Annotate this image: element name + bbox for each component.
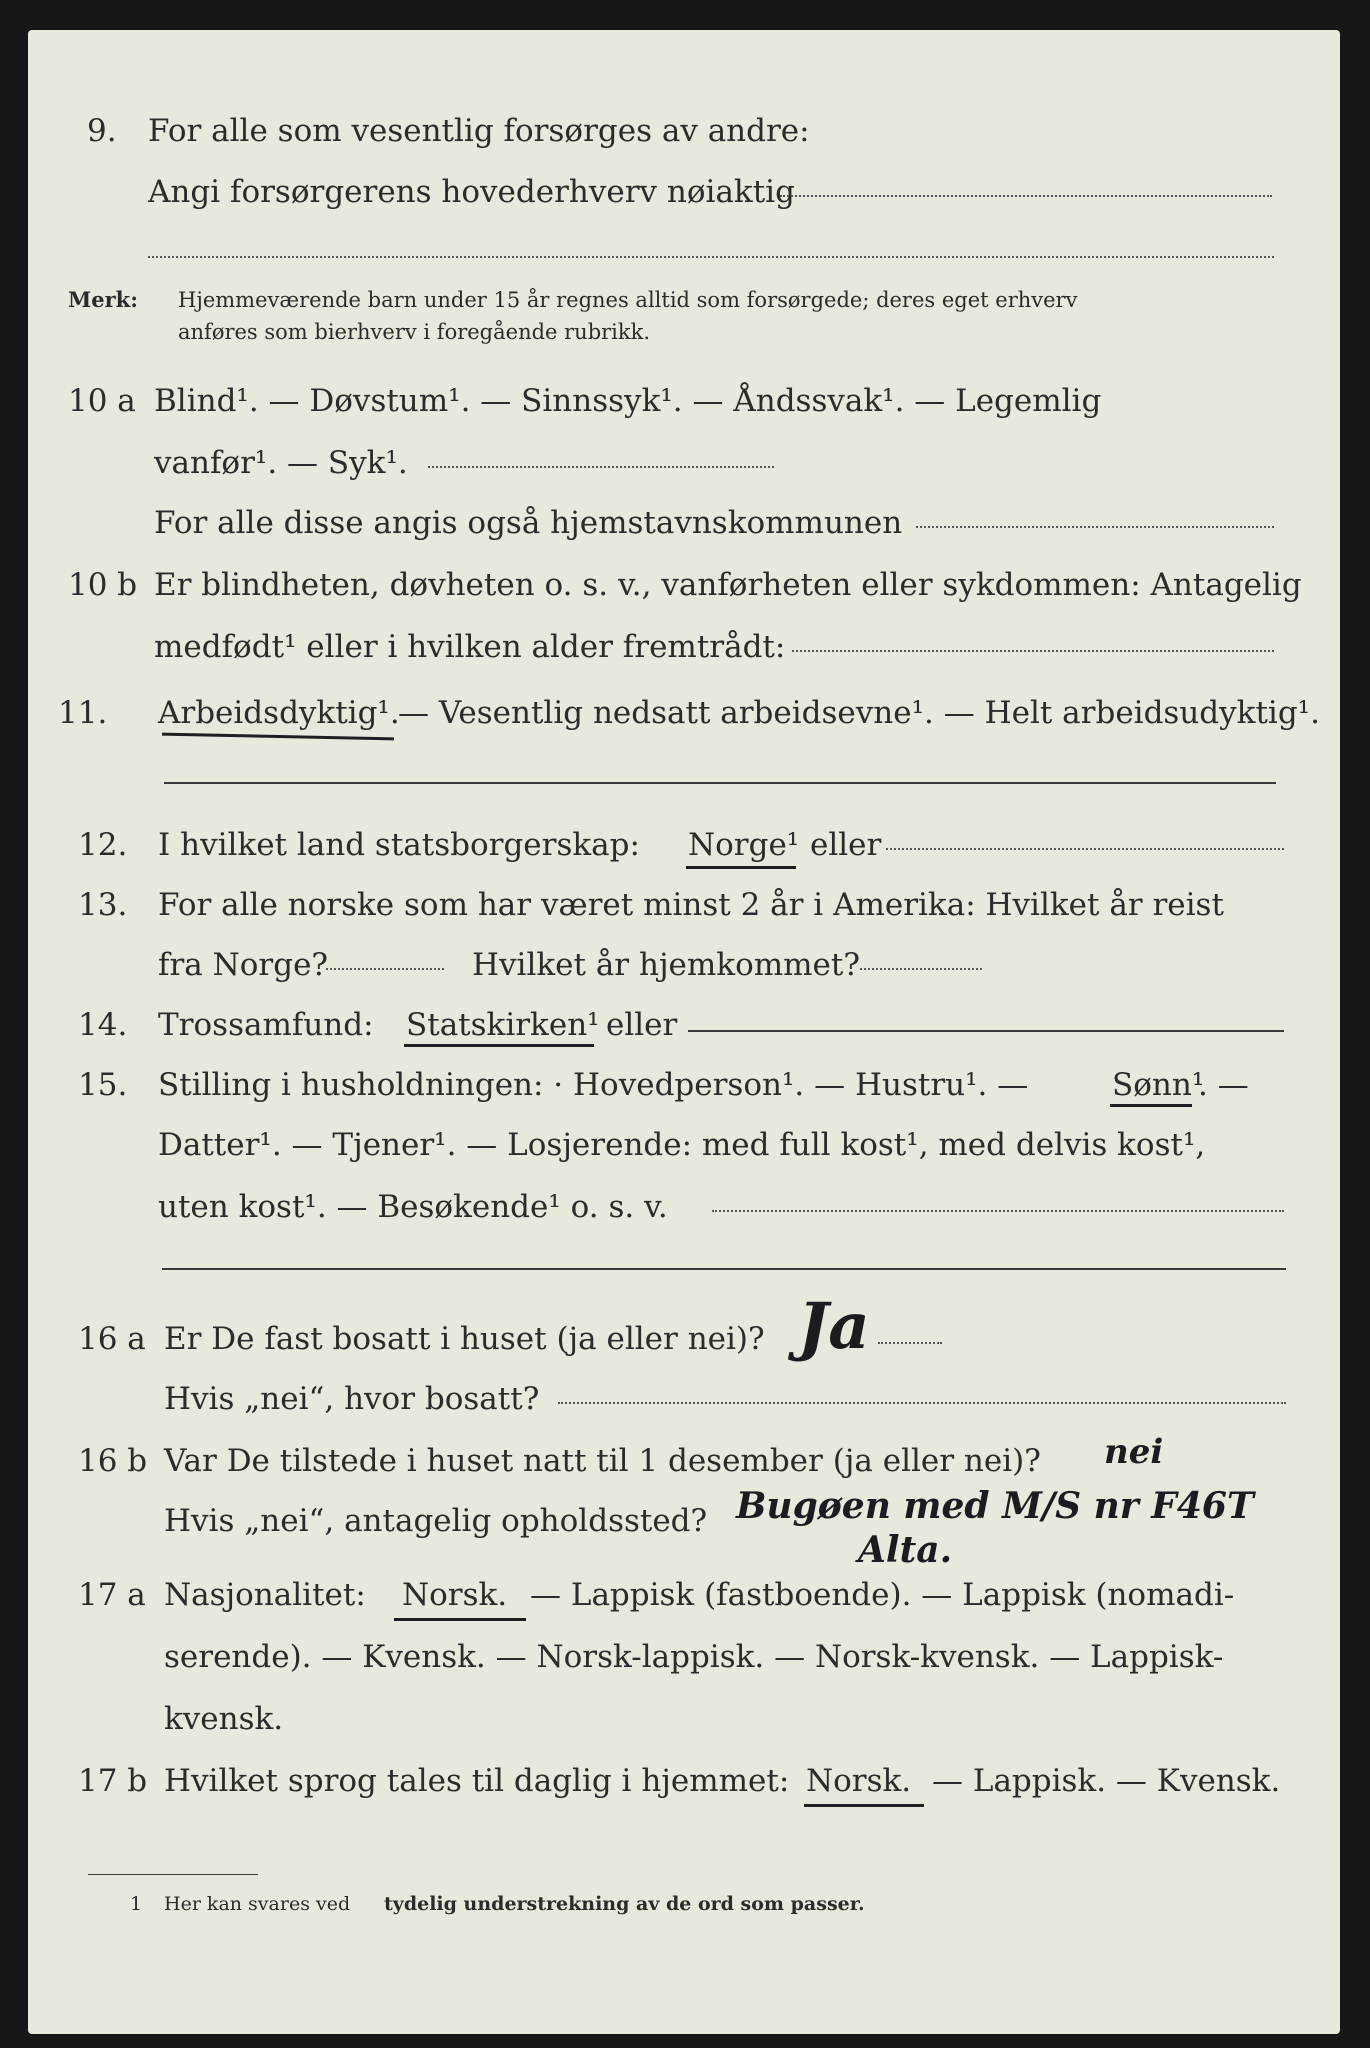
q10a-syk-answer-line: [428, 466, 774, 468]
q16a-number: 16 a: [78, 1321, 146, 1357]
footnote-text-bold: tydelig understrekning av de ord som passer.: [384, 1893, 865, 1915]
q11-number: 11.: [58, 695, 108, 731]
q15-handwritten-underline: [1110, 1104, 1192, 1107]
q9-line2: Angi forsørgerens hovederhverv nøiaktig: [148, 174, 795, 210]
q17a-number: 17 a: [78, 1577, 146, 1613]
q13-line2b: Hvilket år hjemkommet?: [472, 947, 860, 983]
q11-rest: — Vesentlig nedsatt arbeidsevne¹. — Helt arbeidsudyktig¹.: [398, 695, 1320, 731]
q11-option-arbeidsdyktig: Arbeidsdyktig¹.: [158, 695, 400, 731]
q15-line3: uten kost¹. — Besøkende¹ o. s. v.: [158, 1189, 668, 1225]
q15-answer-line-2: [162, 1268, 1286, 1270]
q12-handwritten-underline: [686, 866, 796, 869]
q15-line2: Datter¹. — Tjener¹. — Losjerende: med full kost¹, med delvis kost¹,: [158, 1127, 1206, 1163]
q16a-answer-line: [878, 1342, 942, 1344]
footnote-rule: [88, 1874, 258, 1875]
q13-hjemkommet-answer-line: [860, 968, 982, 970]
q11-handwritten-underline: [162, 733, 394, 741]
q17a-line3: kvensk.: [164, 1701, 284, 1737]
q17b-option-norsk: Norsk.: [806, 1763, 912, 1799]
q10a-line1: Blind¹. — Døvstum¹. — Sinnssyk¹. — Åndssvak¹. — Legemlig: [154, 383, 1102, 419]
q10b-line2: medfødt¹ eller i hvilken alder fremtrådt:: [154, 629, 786, 665]
q15-line1c: . —: [1198, 1067, 1249, 1103]
q13-reist-answer-line: [326, 968, 444, 970]
merk-line1: Hjemmeværende barn under 15 år regnes alltid som forsørgede; deres eget erhverv: [178, 288, 1078, 312]
q12-prefix: I hvilket land statsborgerskap:: [158, 827, 640, 863]
q9-answer-line-2: [148, 256, 1274, 258]
q16b-handwritten-opholdssted: Bugøen med M/S nr F46T: [736, 1485, 1254, 1527]
q14-number: 14.: [78, 1007, 128, 1043]
q10b-line1: Er blindheten, døvheten o. s. v., vanførheten eller sykdommen: Antagelig: [154, 567, 1302, 603]
footnote-mark: 1: [130, 1893, 143, 1915]
q13-line2a: fra Norge?: [158, 947, 329, 983]
q16b-number: 16 b: [78, 1443, 148, 1479]
q16b-handwritten-answer: nei: [1104, 1432, 1164, 1472]
q15-number: 15.: [78, 1067, 128, 1103]
q10a-hjemstavn-answer-line: [916, 526, 1274, 528]
q16b-line2: Hvis „nei“, antagelig opholdssted?: [164, 1503, 708, 1539]
q15-line1a: Stilling i husholdningen: · Hovedperson¹. — Hustru¹. —: [158, 1067, 1029, 1103]
q10b-answer-line: [792, 650, 1274, 652]
q13-line1: For alle norske som har været minst 2 år i Amerika: Hvilket år reist: [158, 887, 1224, 923]
q17a-line2: serende). — Kvensk. — Norsk-lappisk. — Norsk-kvensk. — Lappisk-: [164, 1639, 1224, 1675]
q14-handwritten-underline: [404, 1044, 594, 1047]
q16a-line1: Er De fast bosatt i huset (ja eller nei)?: [164, 1321, 765, 1357]
q16b-handwritten-opholdssted-2: Alta.: [858, 1529, 953, 1571]
q14-option-statskirken: Statskirken¹: [406, 1007, 600, 1043]
merk-label: Merk:: [68, 287, 138, 312]
q14-answer-line: [688, 1030, 1284, 1032]
footnote-text-plain: Her kan svares ved: [164, 1893, 351, 1915]
q12-answer-line: [886, 848, 1284, 850]
q15-option-sonn: Sønn¹: [1112, 1067, 1205, 1103]
q16a-line2: Hvis „nei“, hvor bosatt?: [164, 1381, 540, 1417]
q16a-handwritten-answer: Ja: [798, 1289, 870, 1364]
q17a-handwritten-underline: [394, 1618, 526, 1621]
q10a-line2: vanfør¹. — Syk¹.: [154, 445, 408, 481]
q17b-number: 17 b: [78, 1763, 148, 1799]
q9-answer-line: [780, 195, 1272, 197]
q9-line1: For alle som vesentlig forsørges av andre:: [148, 113, 810, 149]
q17b-prefix: Hvilket sprog tales til daglig i hjemmet:: [164, 1763, 790, 1799]
q11-answer-line: [164, 782, 1276, 784]
q14-prefix: Trossamfund:: [158, 1007, 374, 1043]
q12-suffix: eller: [810, 827, 882, 863]
q12-number: 12.: [78, 827, 128, 863]
q17a-option-norsk: Norsk.: [402, 1577, 508, 1613]
q17b-handwritten-underline: [804, 1804, 924, 1807]
merk-line2: anføres som bierhverv i foregående rubrikk.: [178, 320, 651, 344]
q17a-line1-rest: — Lappisk (fastboende). — Lappisk (nomadi-: [530, 1577, 1235, 1613]
q9-number: 9.: [87, 113, 117, 149]
q17a-label: Nasjonalitet:: [164, 1577, 366, 1613]
census-form-page: [28, 30, 1340, 2034]
q12-option-norge: Norge¹: [688, 827, 800, 863]
q13-number: 13.: [78, 887, 128, 923]
q10b-number: 10 b: [68, 567, 138, 603]
q14-suffix: eller: [606, 1007, 678, 1043]
q17b-rest: — Lappisk. — Kvensk.: [932, 1763, 1281, 1799]
q16a-bosatt-answer-line: [558, 1402, 1286, 1404]
q10a-line3: For alle disse angis også hjemstavnskommunen: [154, 505, 903, 541]
q15-answer-line: [712, 1210, 1284, 1212]
q16b-line1: Var De tilstede i huset natt til 1 desember (ja eller nei)?: [164, 1443, 1041, 1479]
q10a-number: 10 a: [68, 383, 136, 419]
